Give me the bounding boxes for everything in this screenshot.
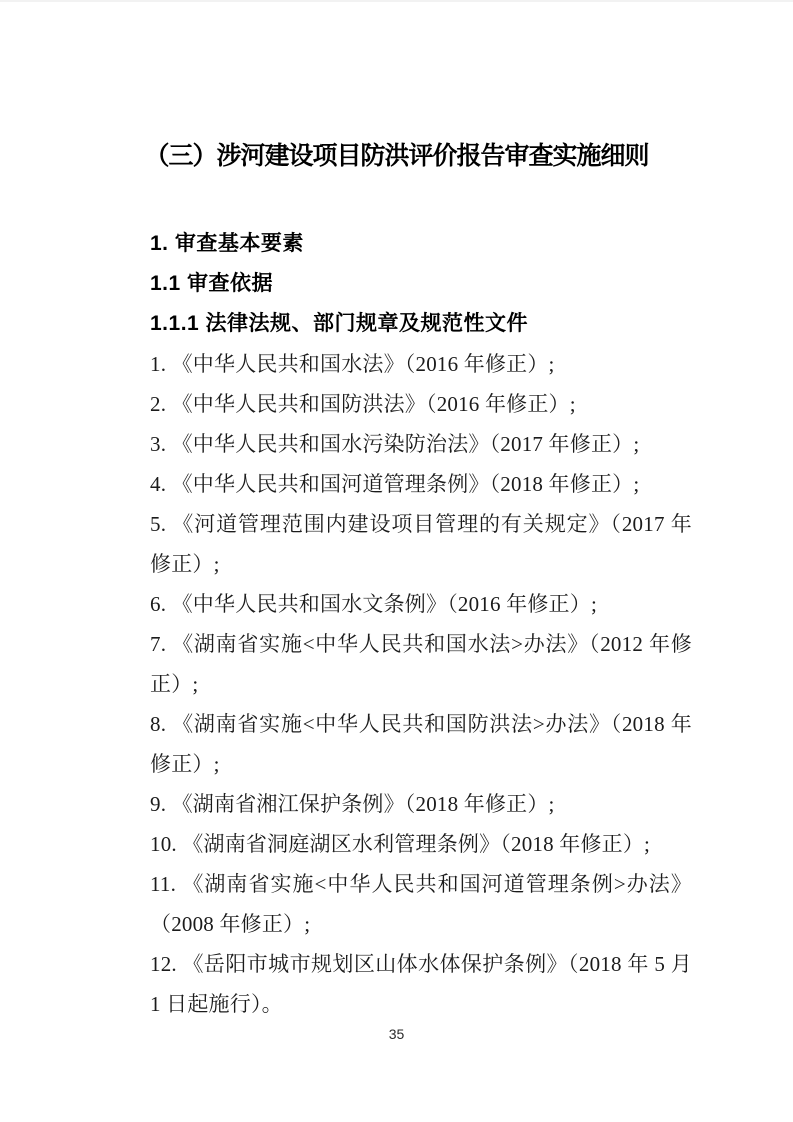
- heading-review-basis: 1.1 审查依据: [150, 272, 274, 295]
- page-number: 35: [388, 1026, 405, 1042]
- legal-reference-item: 6. 《中华人民共和国水文条例》（2016 年修正）;: [150, 592, 597, 616]
- legal-reference-list: [150, 344, 692, 1024]
- legal-reference-item: 5. 《河道管理范围内建设项目管理的有关规定》（2017 年修正）;: [150, 512, 692, 576]
- document-body: [150, 224, 692, 1024]
- legal-reference-item: 11. 《湖南省实施<中华人民共和国河道管理条例>办法》（2008 年修正）;: [150, 872, 692, 936]
- legal-reference-item: 2. 《中华人民共和国防洪法》（2016 年修正）;: [150, 392, 576, 416]
- document-title: （三）涉河建设项目防洪评价报告审查实施细则: [144, 143, 649, 170]
- heading-laws-regulations: 1.1.1 法律法规、部门规章及规范性文件: [150, 312, 529, 335]
- legal-reference-item: 3. 《中华人民共和国水污染防治法》（2017 年修正）;: [150, 432, 640, 456]
- legal-reference-item: 12. 《岳阳市城市规划区山体水体保护条例》（2018 年 5 月 1 日起施行）。: [150, 952, 692, 1016]
- legal-reference-item: 4. 《中华人民共和国河道管理条例》（2018 年修正）;: [150, 472, 640, 496]
- legal-reference-item: 10. 《湖南省洞庭湖区水利管理条例》（2018 年修正）;: [150, 832, 651, 856]
- legal-reference-item: 8. 《湖南省实施<中华人民共和国防洪法>办法》（2018 年修正）;: [150, 712, 692, 776]
- legal-reference-item: 7. 《湖南省实施<中华人民共和国水法>办法》（2012 年修正）;: [150, 632, 692, 696]
- legal-reference-item: 1. 《中华人民共和国水法》（2016 年修正）;: [150, 352, 555, 376]
- legal-reference-item: 9. 《湖南省湘江保护条例》（2018 年修正）;: [150, 792, 555, 816]
- heading-review-basic-elements: 1. 审查基本要素: [150, 232, 304, 255]
